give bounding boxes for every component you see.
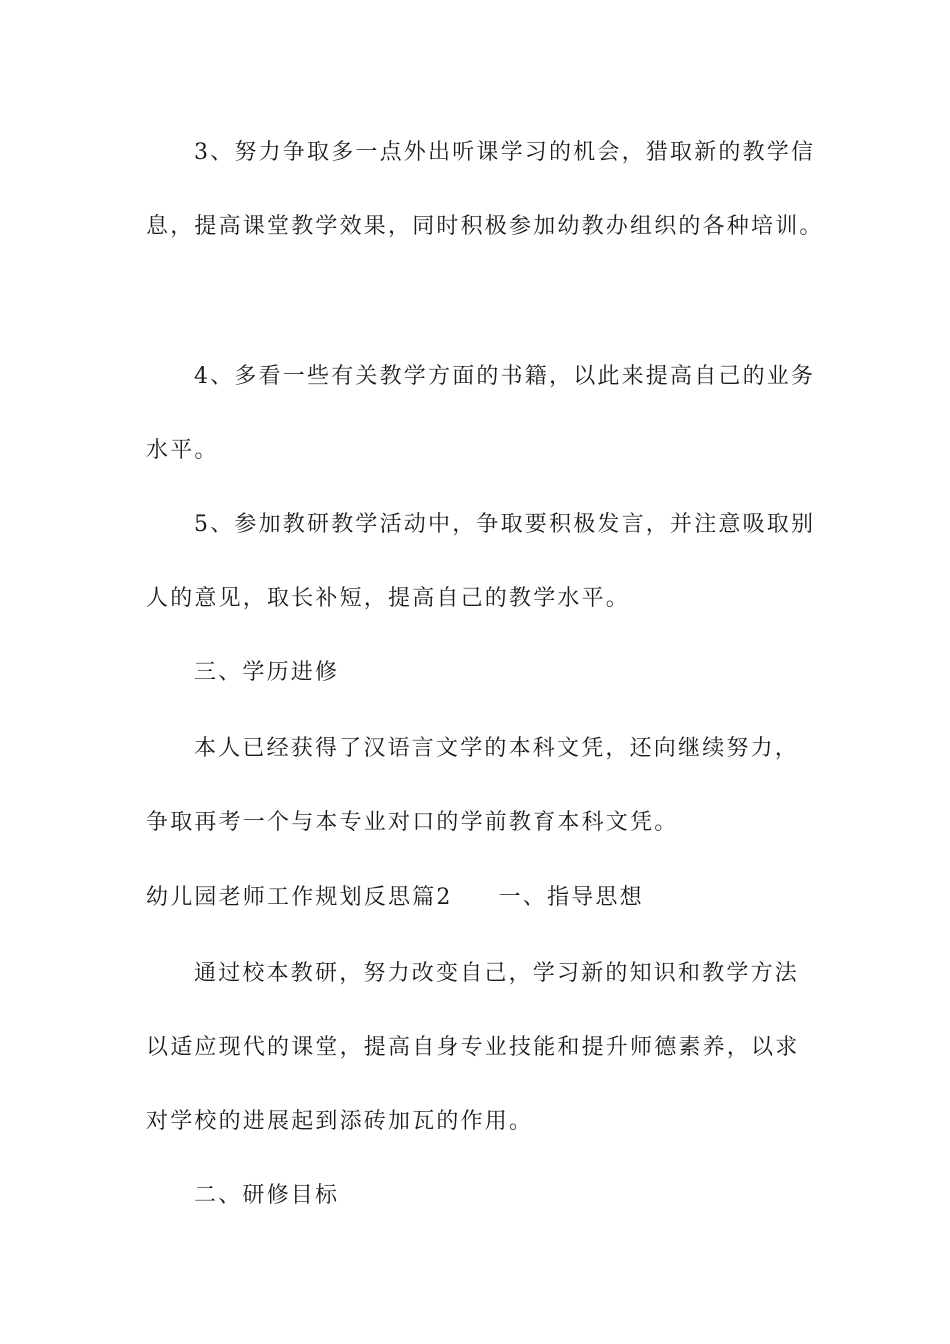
article-2-title-line [146,883,846,913]
guide-line-1: 通过校本教研，努力改变自己，学习新的知识和教学方法 [194,961,800,986]
article-2-section-1-heading: 一、指导思想 [498,885,644,910]
paragraph-5-line-1: 5、参加教研教学活动中，争取要积极发言，并注意吸取别 [194,512,816,537]
article-2-title: 幼儿园老师工作规划反思篇2 [146,885,453,910]
paragraph-4-line-1: 4、多看一些有关教学方面的书籍，以此来提高自己的业务 [194,364,816,389]
paragraph-3-line-2: 息，提高课堂教学效果，同时积极参加幼教办组织的各种培训。 [146,214,824,239]
paragraph-5-line-2: 人的意见，取长补短，提高自己的教学水平。 [146,586,631,611]
education-line-2: 争取再考一个与本专业对口的学前教育本科文凭。 [146,810,679,835]
education-line-1: 本人已经获得了汉语言文学的本科文凭，还向继续努力， [194,736,800,761]
guide-line-3: 对学校的进展起到添砖加瓦的作用。 [146,1109,534,1134]
guide-line-2: 以适应现代的课堂，提高自身专业技能和提升师德素养，以求 [146,1035,800,1060]
section-3-heading: 三、学历进修 [194,660,340,685]
section-2-heading: 二、研修目标 [194,1183,340,1208]
paragraph-3-line-1: 3、努力争取多一点外出听课学习的机会，猎取新的教学信 [194,140,816,165]
paragraph-4-line-2: 水平。 [146,438,219,463]
